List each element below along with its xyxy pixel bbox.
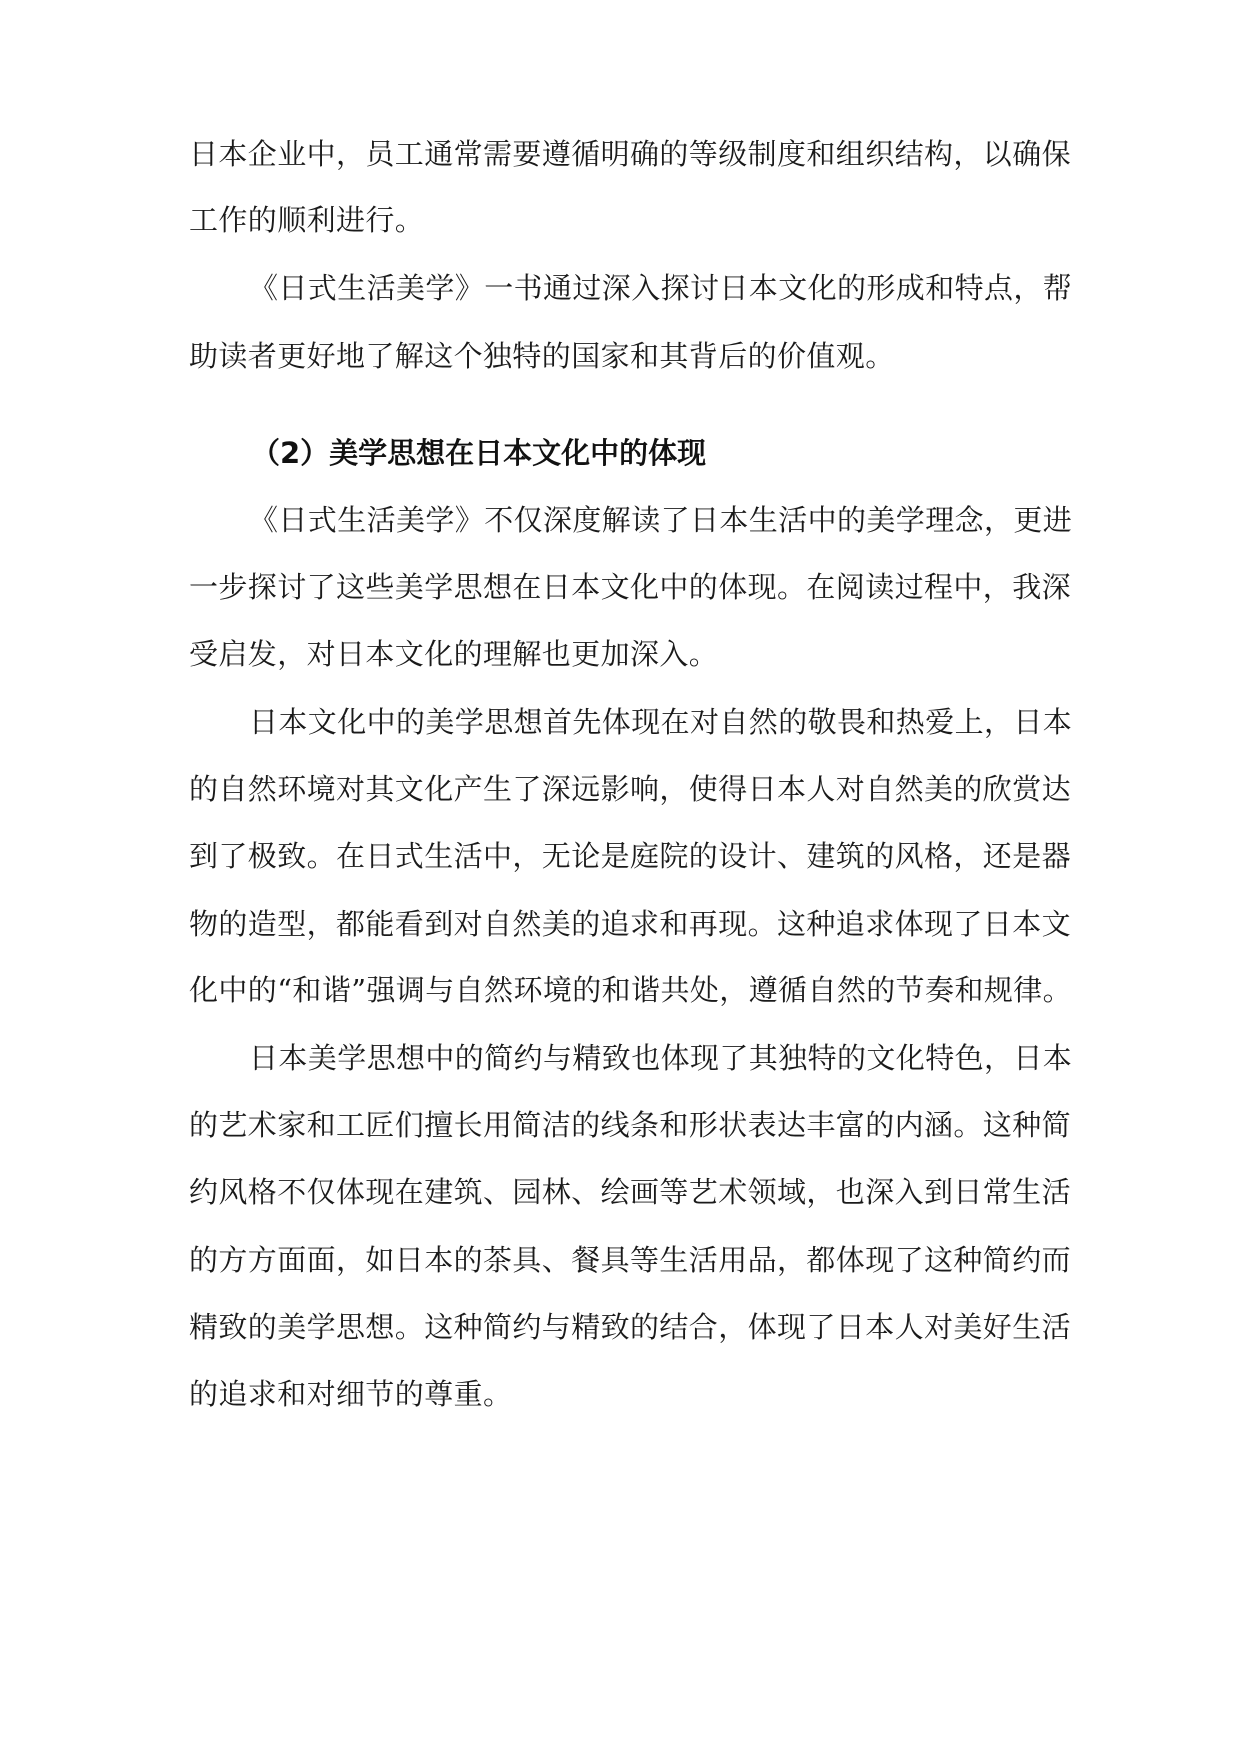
section-heading: （2）美学思想在日本文化中的体现 [251, 436, 707, 470]
paragraph-2-line-1: 日本文化中的美学思想首先体现在对自然的敬畏和热爱上，日本 [249, 705, 1073, 739]
intro-paragraph-2-line-2: 助读者更好地了解这个独特的国家和其背后的价值观。 [189, 339, 895, 373]
intro-paragraph-1-line-1: 日本企业中，员工通常需要遵循明确的等级制度和组织结构，以确保 [189, 137, 1072, 171]
paragraph-3-line-5: 精致的美学思想。这种简约与精致的结合，体现了日本人对美好生活 [189, 1310, 1072, 1344]
paragraph-1-line-1: 《日式生活美学》不仅深度解读了日本生活中的美学理念，更进 [249, 503, 1073, 537]
paragraph-2-line-3: 到了极致。在日式生活中，无论是庭院的设计、建筑的风格，还是器 [189, 839, 1072, 873]
intro-paragraph-2-line-1: 《日式生活美学》一书通过深入探讨日本文化的形成和特点，帮 [249, 271, 1073, 305]
paragraph-1-line-3: 受启发，对日本文化的理解也更加深入。 [189, 637, 719, 671]
paragraph-3-line-4: 的方方面面，如日本的茶具、餐具等生活用品，都体现了这种简约而 [189, 1243, 1072, 1277]
paragraph-2-line-5: 化中的“和谐”强调与自然环境的和谐共处，遵循自然的节奏和规律。 [189, 973, 1073, 1007]
paragraph-2-line-4: 物的造型，都能看到对自然美的追求和再现。这种追求体现了日本文 [189, 907, 1072, 941]
paragraph-3-line-2: 的艺术家和工匠们擅长用简洁的线条和形状表达丰富的内涵。这种简 [189, 1108, 1072, 1142]
paragraph-1-line-2: 一步探讨了这些美学思想在日本文化中的体现。在阅读过程中，我深 [189, 570, 1072, 604]
paragraph-3-line-1: 日本美学思想中的简约与精致也体现了其独特的文化特色，日本 [249, 1041, 1073, 1075]
intro-paragraph-1-line-2: 工作的顺利进行。 [189, 203, 425, 237]
paragraph-3-line-3: 约风格不仅体现在建筑、园林、绘画等艺术领域，也深入到日常生活 [189, 1175, 1072, 1209]
paragraph-3-line-6: 的追求和对细节的尊重。 [189, 1377, 513, 1411]
paragraph-2-line-2: 的自然环境对其文化产生了深远影响，使得日本人对自然美的欣赏达 [189, 772, 1072, 806]
